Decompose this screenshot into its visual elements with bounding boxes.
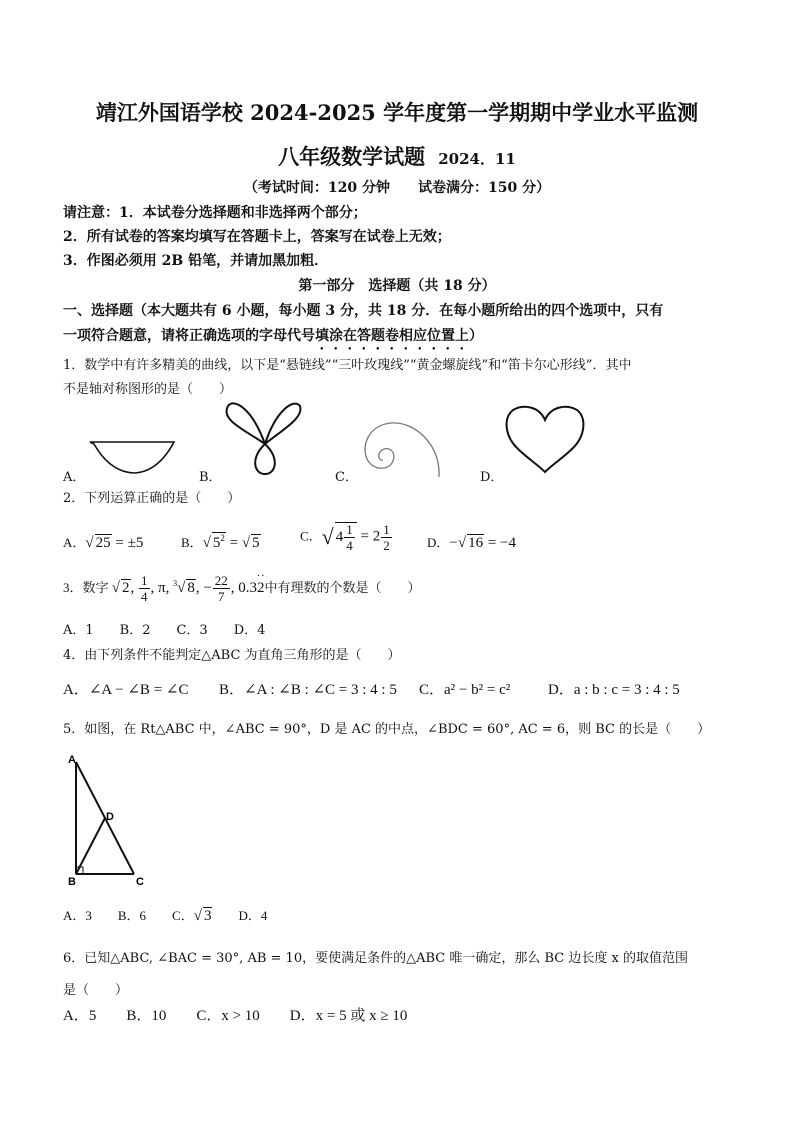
section-title: 第一部分 选择题（共 18 分） <box>298 278 496 294</box>
q2-b-radical <box>212 532 226 552</box>
q2-c-numerator-2: 1 <box>383 521 390 537</box>
q2-option-d[interactable]: D．−√ 16 = −4 <box>427 535 517 551</box>
label-c: C <box>136 876 144 888</box>
q3-prefix: 3．数字 <box>63 579 112 595</box>
q5-triangle-figure <box>66 754 156 889</box>
q2-option-c[interactable]: C．√ 4 $\frac{1}{4}$ = 2 $\frac{1}{2}$ <box>300 521 390 553</box>
q3-sep-3: , − <box>195 579 212 596</box>
q2-c-eq: = 2 <box>356 528 381 545</box>
segment-bd <box>76 818 105 874</box>
q2-option-b[interactable]: B．√ $5^2$ = √ 5 <box>181 533 260 551</box>
q2-b-radicand: 5 <box>212 535 221 551</box>
q3-decimal-text: , 0.32 <box>230 579 265 596</box>
q2-a-label: A． <box>63 535 86 550</box>
q1-option-d[interactable]: D． <box>480 470 504 485</box>
q2-b-radicand-2: 5 <box>252 535 260 551</box>
q6-text-1: 6．已知△ABC, ∠BAC = 30°, AB = 10，要使满足条件的△ABC 唯一确定，那么 BC 边长度 x 的取值范围 <box>63 951 688 966</box>
rose-left-petal <box>226 403 265 444</box>
golden-spiral-figure <box>355 415 445 480</box>
q5-option-c-radicand: 3 <box>203 908 212 924</box>
q2-c-numerator: 1 <box>346 522 353 537</box>
q1-text-2: 不是轴对称图形的是（ ） <box>63 382 233 397</box>
catenary-curve <box>90 442 174 473</box>
q2-c-label: C． <box>300 528 322 544</box>
q2-d-radicand: 16 <box>468 535 484 551</box>
q4-option-c[interactable]: C．a² − b² = c² <box>419 682 511 698</box>
q2-b-exponent: 2 <box>220 533 225 543</box>
q1-text-1: 1．数学中有许多精美的曲线，以下是“悬链线”“三叶玫瑰线”“黄金螺旋线”和“笛卡尔心形线”．其中 <box>63 358 632 373</box>
q4-option-d[interactable]: D．a : b : c = 3 : 4 : 5 <box>548 682 680 698</box>
q1-option-a[interactable]: A． <box>63 470 86 485</box>
q3-suffix: 中有理数的个数是（ ） <box>264 579 421 595</box>
q3-decimal <box>230 570 266 596</box>
q2-d-label: D． <box>427 535 450 550</box>
instruction-2-emphasis: 填涂在答题卷相应位置上 <box>315 328 469 344</box>
q1-option-b[interactable]: B． <box>199 470 222 485</box>
q2-c-denominator-2: 2 <box>383 537 390 553</box>
q2-c-integer: 4 <box>335 528 344 545</box>
q2-a-rhs: = ±5 <box>111 535 144 551</box>
q3-options[interactable]: A．1 B．2 C．3 D．4 <box>63 623 266 638</box>
instruction-2-part-a: 一项符合题意，请将正确选项的字母代号 <box>63 328 315 344</box>
q3-frac2-den: 7 <box>218 589 225 604</box>
q3-cbrt8: 8 <box>187 579 195 596</box>
catenary-figure <box>88 438 178 478</box>
q3-frac-den: 4 <box>141 589 148 604</box>
q3-stem: 3．数字 √ 2, $\frac{1}{4}$ , π, $^3$√ 8, − $\frac{22}{7}$ , 0.32 ·· 中有理数的个数是（ ） <box>63 570 421 604</box>
instruction-2-part-c: ） <box>469 328 483 344</box>
q1-option-c[interactable]: C． <box>335 470 358 485</box>
q4-option-a[interactable]: A．∠A − ∠B = ∠C <box>63 682 189 698</box>
q5-options-post: D．4 <box>212 908 268 923</box>
note-line-2: 2．所有试卷的答案均填写在答题卡上，答案写在试卷上无效； <box>63 229 451 245</box>
q3-repeat-dots: ·· <box>256 570 266 582</box>
label-a: A <box>68 754 76 766</box>
subtitle-row <box>0 141 794 171</box>
note-line-1: 请注意：1．本试卷分选择题和非选择两个部分； <box>63 205 367 221</box>
rose-right-petal <box>265 404 300 444</box>
q2-option-a[interactable]: A．√ 25 = ±5 <box>63 535 144 551</box>
q3-cube-index: 3 <box>173 578 178 588</box>
cardioid-curve <box>507 407 584 472</box>
q4-option-b[interactable]: B．∠A : ∠B : ∠C = 3 : 4 : 5 <box>219 682 397 698</box>
q5-text: 5．如图，在 Rt△ABC 中，∠ABC = 90°，D 是 AC 的中点，∠BDC = 60°, AC = 6，则 BC 的长是（ ） <box>63 722 711 737</box>
q6-text-2: 是（ ） <box>63 983 129 998</box>
rose-bottom-petal <box>255 444 275 474</box>
spiral-curve <box>365 423 439 477</box>
q3-sep-2: , π, <box>150 579 174 596</box>
q5-options-pre: A．3 B．6 C． <box>63 908 194 923</box>
section-instruction-1: 一、选择题（本大题共有 6 小题，每小题 3 分，共 18 分．在每小题所给出的四个选项中，只有 <box>63 303 664 319</box>
q2-c-radical <box>335 522 357 552</box>
q3-frac-num: 1 <box>141 573 148 588</box>
exam-subtitle: 八年级数学试题 <box>278 144 426 169</box>
cardioid-figure <box>503 402 587 474</box>
q4-text: 4．由下列条件不能判定△ABC 为直角三角形的是（ ） <box>63 648 401 663</box>
section-instruction-2 <box>63 325 483 353</box>
q2-d-minus: − <box>449 535 458 551</box>
q3-sqrt2: 2 <box>122 579 130 596</box>
three-leaf-rose-figure <box>220 400 310 480</box>
q5-options[interactable]: A．3 B．6 C．√ 3 D．4 <box>63 908 268 924</box>
q3-frac2-num: 22 <box>214 573 228 588</box>
q2-c-denominator: 4 <box>346 538 353 553</box>
q3-sep-1: , <box>130 579 138 596</box>
label-d: D <box>106 811 114 823</box>
q2-d-rhs: = −4 <box>484 535 517 551</box>
q2-a-radicand: 25 <box>95 535 111 551</box>
q2-text: 2．下列运算正确的是（ ） <box>63 491 241 506</box>
q2-b-eq: = <box>225 535 242 551</box>
label-b: B <box>68 876 76 888</box>
exam-info: （考试时间：120 分钟 试卷满分：150 分） <box>243 180 551 196</box>
exam-date: 2024．11 <box>438 150 516 168</box>
q2-b-label: B． <box>181 535 203 550</box>
note-line-3: 3．作图必须用 2B 铅笔，并请加黑加粗． <box>63 253 329 269</box>
q6-options[interactable]: A．5 B．10 C．x > 10 D．x = 5 或 x ≥ 10 <box>63 1008 408 1024</box>
exam-title: 靖江外国语学校 2024-2025 学年度第一学期期中学业水平监测 <box>95 100 699 125</box>
